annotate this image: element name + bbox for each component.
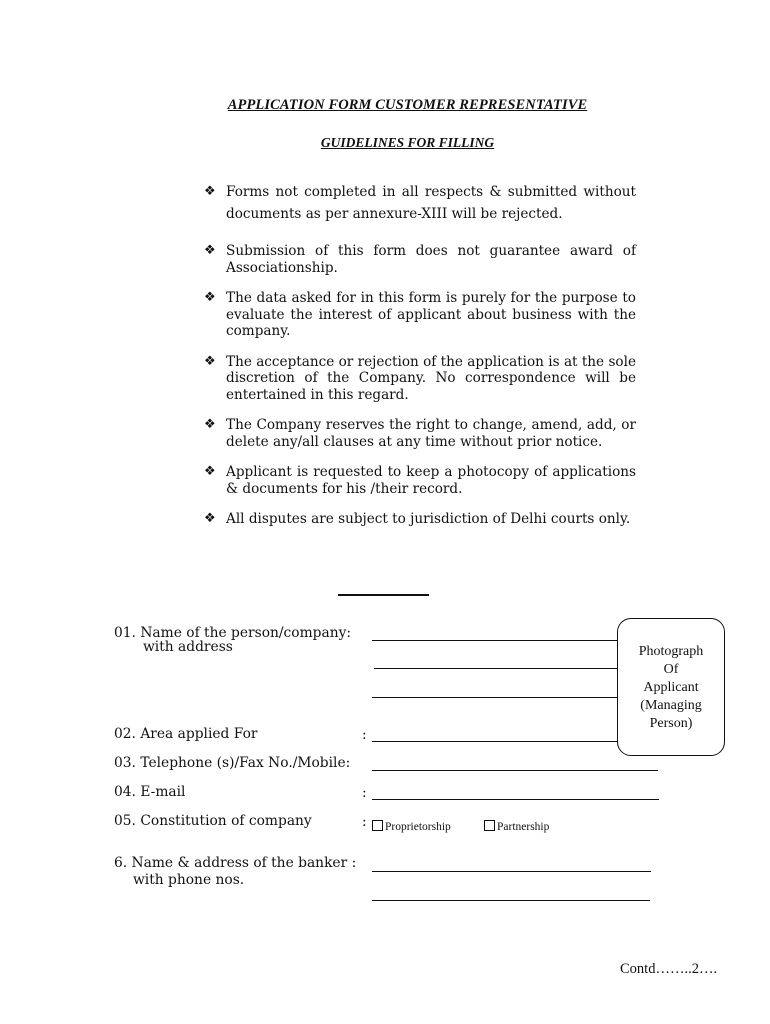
photo-text: Person) <box>649 716 693 731</box>
guideline-item: ❖ The Company reserves the right to change, amend, add, or delete any/all clauses at any time without prior notice. <box>204 417 636 450</box>
guidelines-list <box>204 181 636 528</box>
diamond-four-dots-icon: ❖ <box>204 184 216 199</box>
guideline-item: ❖ Forms not completed in all respects & submitted without documents as per annexure-XIII will be rejected. <box>204 181 636 225</box>
photo-text: Photograph <box>638 644 704 659</box>
area-field-line[interactable] <box>372 741 618 742</box>
diamond-four-dots-icon: ❖ <box>204 243 216 258</box>
address-field-line-2[interactable] <box>372 697 618 698</box>
telephone-field-line[interactable] <box>372 770 658 771</box>
diamond-four-dots-icon: ❖ <box>204 353 216 369</box>
continued-note: Contd……..2…. <box>620 961 718 977</box>
proprietorship-option[interactable] <box>372 815 451 834</box>
area-label: 02. Area applied For <box>114 726 258 742</box>
photo-text: Of <box>663 662 679 677</box>
constitution-label: 05. Constitution of company <box>114 813 312 829</box>
proprietorship-checkbox[interactable] <box>372 820 383 831</box>
name-sublabel: with address <box>143 639 233 655</box>
form-title: APPLICATION FORM CUSTOMER REPRESENTATIVE <box>227 97 588 113</box>
guideline-item: ❖ The data asked for in this form is purely for the purpose to evaluate the interest of applicant about business with the company. <box>204 290 636 339</box>
banker-field-line-2[interactable] <box>372 900 650 901</box>
guideline-item: ❖ The acceptance or rejection of the application is at the sole discretion of the Company. No correspondence will be entertained in this regard. <box>204 353 636 403</box>
banker-label: 6. Name & address of the banker : <box>114 855 357 871</box>
photo-text: Applicant <box>643 680 699 695</box>
guideline-item: ❖ Submission of this form does not guarantee award of Associationship. <box>204 243 636 276</box>
banker-sublabel: with phone nos. <box>133 872 245 888</box>
section-divider <box>338 594 429 596</box>
address-field-line-1[interactable] <box>374 668 618 669</box>
photo-text: (Managing <box>640 698 702 713</box>
telephone-label: 03. Telephone (s)/Fax No./Mobile: <box>114 755 351 771</box>
guideline-item: ❖ All disputes are subject to jurisdiction of Delhi courts only. <box>204 511 631 527</box>
name-field-line-1[interactable] <box>372 640 618 641</box>
diamond-four-dots-icon: ❖ <box>204 464 216 479</box>
constitution-colon: : <box>362 814 367 830</box>
partnership-checkbox[interactable] <box>484 820 495 831</box>
guidelines-heading: GUIDELINES FOR FILLING <box>320 135 495 150</box>
diamond-four-dots-icon: ❖ <box>204 511 216 526</box>
email-colon: : <box>362 785 367 801</box>
area-colon: : <box>362 727 367 743</box>
diamond-four-dots-icon: ❖ <box>204 290 216 305</box>
name-label: 01. Name of the person/company: <box>114 625 352 641</box>
photograph-box <box>617 618 725 756</box>
banker-field-line-1[interactable] <box>372 871 651 872</box>
diamond-four-dots-icon: ❖ <box>204 417 216 432</box>
partnership-option[interactable] <box>484 815 549 834</box>
partnership-label: Partnership <box>497 821 550 833</box>
proprietorship-label: Proprietorship <box>385 821 451 833</box>
email-field-line[interactable] <box>372 799 659 800</box>
email-label: 04. E-mail <box>114 784 186 800</box>
guideline-item: ❖ Applicant is requested to keep a photocopy of applications & documents for his /their record. <box>204 464 636 497</box>
